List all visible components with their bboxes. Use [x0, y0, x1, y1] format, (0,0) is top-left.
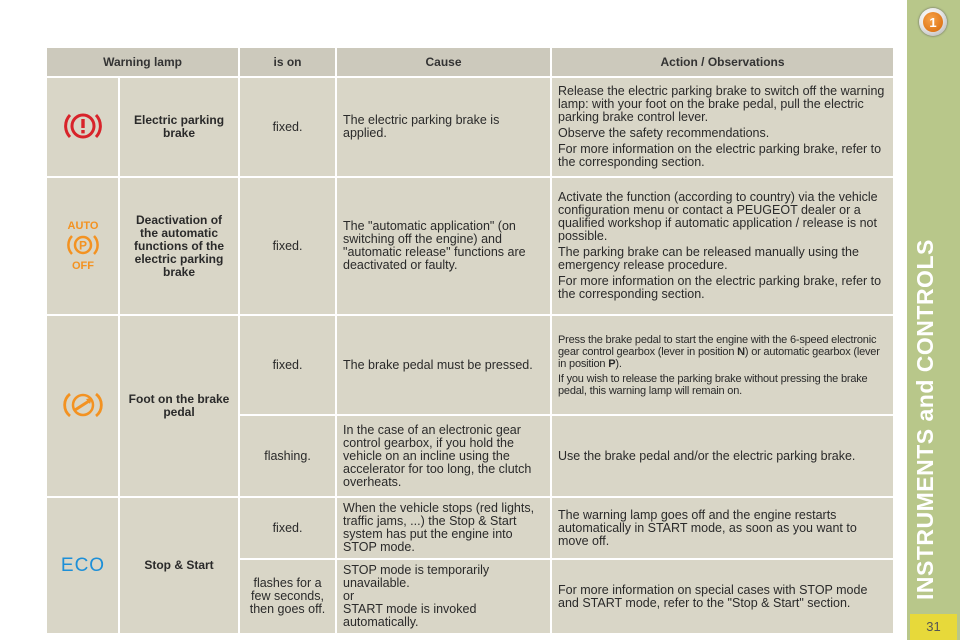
- lamp-icon-cell: [46, 315, 119, 497]
- header-action: Action / Observations: [551, 47, 894, 77]
- table-header-row: [46, 47, 894, 77]
- action-paragraph: Observe the safety recommendations.: [558, 126, 770, 140]
- lamp-action: Use the brake pedal and/or the electric parking brake.: [551, 415, 894, 497]
- chapter-number-badge: [919, 8, 947, 36]
- lamp-is-on: flashes for a few seconds, then goes off.: [239, 559, 336, 634]
- lamp-cause: The electric parking brake is applied.: [336, 77, 551, 177]
- svg-text:P: P: [78, 238, 87, 252]
- table-row: [46, 177, 894, 315]
- lamp-icon-cell: [46, 77, 119, 177]
- lamp-is-on: fixed.: [239, 497, 336, 559]
- table-row: [46, 77, 894, 177]
- lamp-icon-cell: [46, 177, 119, 315]
- lamp-is-on: fixed.: [239, 315, 336, 415]
- action-paragraph: For more information on the electric parking brake, refer to the corresponding section.: [558, 274, 882, 301]
- table-row: [46, 497, 894, 559]
- lamp-action: [551, 315, 894, 415]
- lamp-action: [551, 177, 894, 315]
- lamp-cause: In the case of an electronic gear control gearbox, if you hold the vehicle on an incline using the accelerator for too long, the clutch overheats.: [336, 415, 551, 497]
- action-paragraph: If you wish to release the parking brake without pressing the brake pedal, this warning lamp will remain on.: [558, 372, 868, 397]
- svg-text:OFF: OFF: [71, 259, 94, 271]
- lamp-name: Electric parking brake: [119, 77, 239, 177]
- lamp-cause: [336, 559, 551, 634]
- cause-line: or: [343, 589, 355, 603]
- warning-lamp-table: [45, 46, 895, 635]
- lamp-name: Deactivation of the automatic functions of the electric parking brake: [119, 177, 239, 315]
- action-paragraph: Activate the function (according to country) via the vehicle configuration menu or contact a PEUGEOT dealer or a qualified workshop if automatic application / release is not possible.: [558, 190, 878, 243]
- svg-text:AUTO: AUTO: [67, 219, 98, 232]
- lamp-name: Stop & Start: [119, 497, 239, 634]
- action-paragraph: For more information on the electric parking brake, refer to the corresponding section.: [558, 142, 882, 169]
- cause-line: STOP mode is temporarily unavailable.: [343, 563, 490, 590]
- action-paragraph: Press the brake pedal to start the engine with the 6-speed electronic gear control gearbox (lever in position N) or automatic gearbox (lever in position P).: [558, 333, 880, 370]
- foot-brake-icon: [62, 390, 104, 420]
- auto-p-off-icon: [61, 219, 105, 271]
- eco-icon: [60, 553, 106, 575]
- svg-text:ECO: ECO: [60, 555, 105, 575]
- brake-warning-red-icon: [63, 109, 103, 143]
- chapter-number: 1: [923, 12, 943, 32]
- action-paragraph: Release the electric parking brake to switch off the warning lamp: with your foot on the brake pedal, pull the electric parking brake control lever.: [558, 84, 885, 124]
- header-is-on: is on: [239, 47, 336, 77]
- lamp-is-on: fixed.: [239, 77, 336, 177]
- chapter-title: INSTRUMENTS and CONTROLS: [912, 239, 938, 600]
- lamp-cause: When the vehicle stops (red lights, traffic jams, ...) the Stop & Start system has put the engine into STOP mode.: [336, 497, 551, 559]
- header-warning-lamp: Warning lamp: [46, 47, 239, 77]
- cause-line: START mode is invoked automatically.: [343, 602, 477, 629]
- lamp-cause: The brake pedal must be pressed.: [336, 315, 551, 415]
- lamp-action: The warning lamp goes off and the engine restarts automatically in START mode, as soon as you want to move off.: [551, 497, 894, 559]
- page-number: 31: [910, 614, 957, 640]
- lamp-icon-cell: [46, 497, 119, 634]
- table-row: [46, 315, 894, 415]
- header-cause: Cause: [336, 47, 551, 77]
- lamp-name: Foot on the brake pedal: [119, 315, 239, 497]
- lamp-is-on: fixed.: [239, 177, 336, 315]
- lamp-is-on: flashing.: [239, 415, 336, 497]
- lamp-action: For more information on special cases with STOP mode and START mode, refer to the "Stop & Start" section.: [551, 559, 894, 634]
- lamp-cause: The "automatic application" (on switching off the engine) and "automatic release" functions are deactivated or faulty.: [336, 177, 551, 315]
- lamp-action: [551, 77, 894, 177]
- action-paragraph: The parking brake can be released manually using the emergency release procedure.: [558, 245, 859, 272]
